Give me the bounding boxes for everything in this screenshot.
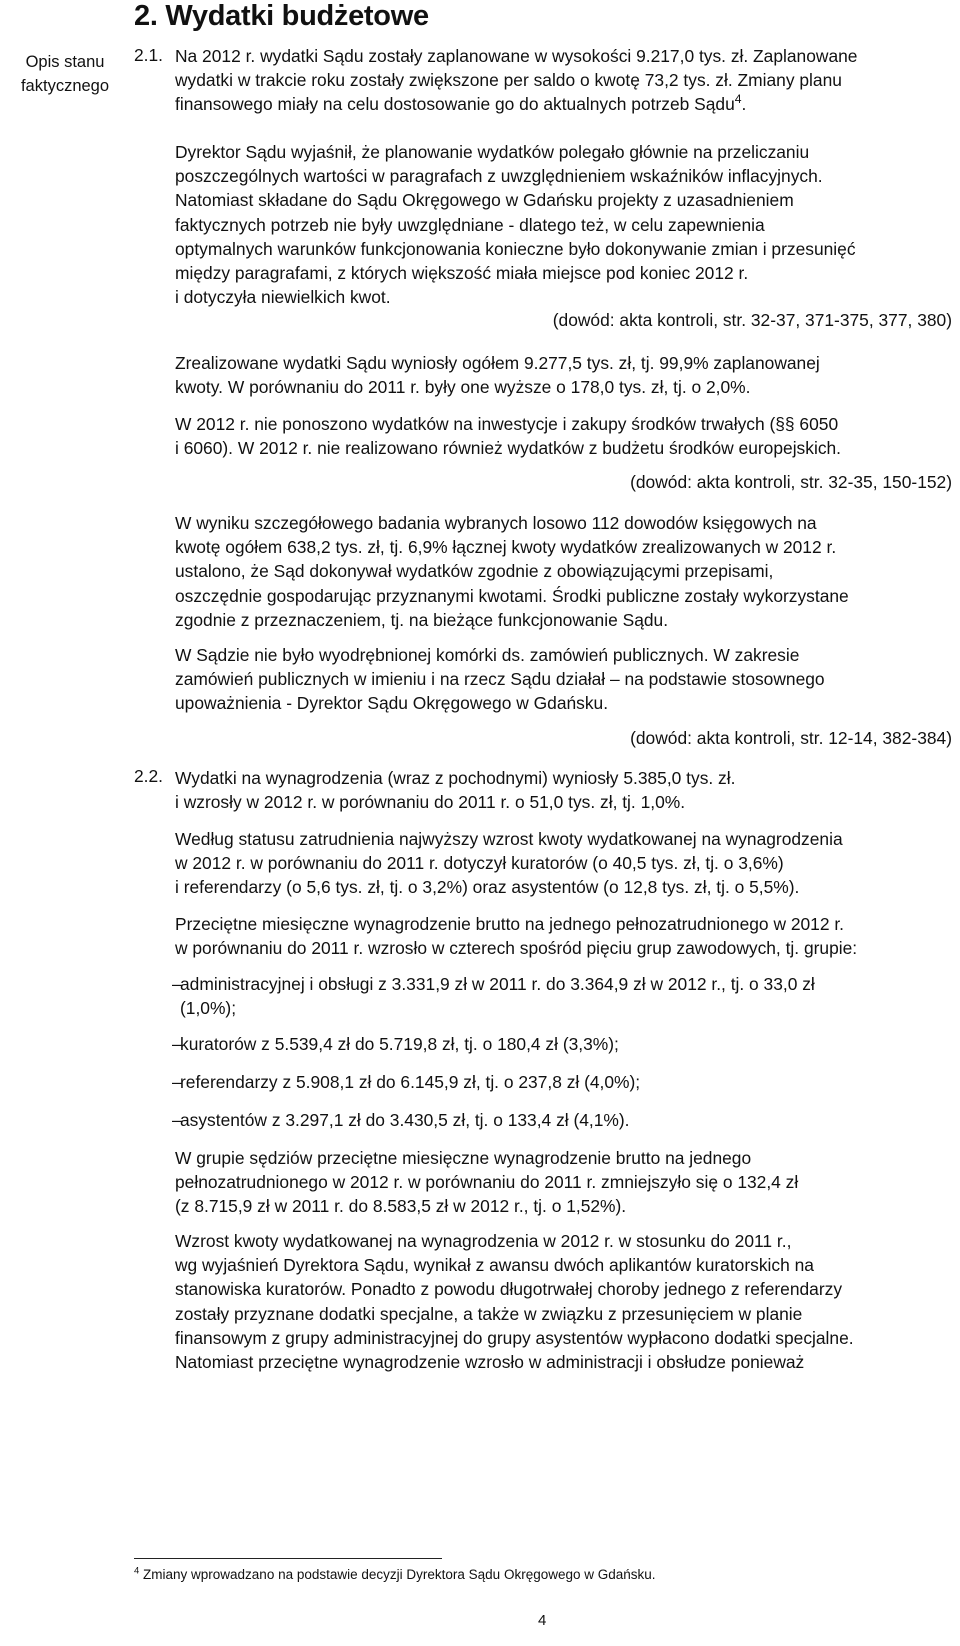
text-line: optymalnych warunków funkcjonowania konieczne było dokonywanie zmian i przesunięć [175, 238, 856, 259]
text-line: Dyrektor Sądu wyjaśnił, że planowanie wydatków polegało głównie na przeliczaniu [175, 142, 810, 162]
text-line: Wydatki na wynagrodzenia (wraz z pochodnymi) wyniosły 5.385,0 tys. zł. [175, 768, 736, 788]
text-line: Na 2012 r. wydatki Sądu zostały zaplanowane w wysokości 9.217,0 tys. zł. Zaplanowane [175, 46, 858, 66]
paragraph-plan [175, 44, 955, 117]
text-line: kwoty. W porównaniu do 2011 r. były one wyższe o 178,0 tys. zł, tj. o 2,0%. [175, 377, 751, 398]
evidence-reference: (dowód: akta kontroli, str. 12-14, 382-384) [630, 728, 952, 748]
text-line: Natomiast składane do Sądu Okręgowego w Gdańsku projekty z uzasadnieniem [175, 190, 794, 211]
paragraph-realized-expenses [175, 351, 955, 399]
text-line: Natomiast przeciętne wynagrodzenie wzrosło w administracji i obsłudze ponieważ [175, 1352, 805, 1373]
paragraph-salary-increase [175, 1229, 955, 1374]
text-line: i 6060). W 2012 r. nie realizowano również wydatków z budżetu środków europejskich. [175, 438, 842, 459]
list-item [172, 972, 955, 1021]
paragraph-detailed-review [175, 511, 955, 632]
text-line: zostały przyznane dodatki specjalne, a także w związku z przesunięciem w planie [175, 1303, 803, 1324]
evidence-reference: (dowód: akta kontroli, str. 32-35, 150-152) [630, 472, 952, 492]
text-line: zamówień publicznych w imieniu i na rzecz Sądu działał – na podstawie stosownego [175, 669, 825, 690]
footnote-text: Zmiany wprowadzano na podstawie decyzji Dyrektora Sądu Okręgowego w Gdańsku. [143, 1567, 656, 1582]
paragraph-employment-status [175, 827, 955, 900]
text-line: Zrealizowane wydatki Sądu wyniosły ogółem 9.277,5 tys. zł, tj. 99,9% zaplanowanej [175, 353, 820, 373]
paragraph-investments [175, 412, 955, 460]
evidence-reference: (dowód: akta kontroli, str. 32-37, 371-375, 377, 380) [552, 310, 952, 330]
text-line: oszczędnie gospodarując przyznanymi kwotami. Środki publiczne zostały wykorzystane [175, 585, 849, 606]
page-number: 4 [538, 1612, 547, 1629]
footnote-ref: 4 [734, 92, 742, 107]
dash-bullet: – [172, 974, 182, 994]
text-line: W 2012 r. nie ponoszono wydatków na inwestycje i zakupy środków trwałych (§§ 6050 [175, 414, 839, 434]
text-line: wg wyjaśnień Dyrektora Sądu, wynikał z awansu dwóch aplikantów kuratorskich na [175, 1255, 814, 1276]
text-line: i dotyczyła niewielkich kwot. [175, 287, 391, 308]
text-line: między paragrafami, z których większość miała miejsce pod koniec 2012 r. [175, 263, 749, 284]
text-line: referendarzy z 5.908,1 zł do 6.145,9 zł, tj. o 237,8 zł (4,0%); [180, 1072, 641, 1092]
paragraph-director-explanation [175, 140, 955, 309]
text-line: W wyniku szczegółowego badania wybranych losowo 112 dowodów księgowych na [175, 513, 817, 533]
text-line: (1,0%); [180, 998, 237, 1019]
text-segment: finansowego miały na celu dostosowanie go do aktualnych potrzeb Sądu [175, 94, 735, 115]
text-line: Wzrost kwoty wydatkowanej na wynagrodzenia w 2012 r. w stosunku do 2011 r., [175, 1231, 792, 1251]
text-line: finansowym z grupy administracyjnej do grupy asystentów wypłacono dodatki specjalne. [175, 1327, 854, 1348]
text-line: finansowego miały na celu dostosowanie go do aktualnych potrzeb Sądu$^4$. [175, 92, 747, 115]
text-line: w porównaniu do 2011 r. wzrosło w czterech spośród pięciu grup zawodowych, tj. grupie: [175, 938, 858, 959]
text-line: (z 8.715,9 zł w 2011 r. do 8.583,5 zł w 2012 r., tj. o 1,52%). [175, 1196, 627, 1217]
text-line: kwotę ogółem 638,2 tys. zł, tj. 6,9% łącznej kwoty wydatków zrealizowanych w 2012 r. [175, 537, 837, 558]
text-line: administracyjnej i obsługi z 3.331,9 zł w 2011 r. do 3.364,9 zł w 2012 r., tj. o 33,0 zł [180, 974, 815, 994]
text-line: i wzrosły w 2012 r. w porównaniu do 2011 r. o 51,0 tys. zł, tj. 1,0%. [175, 792, 686, 813]
dash-bullet: – [172, 1072, 182, 1092]
paragraph-average-salary [175, 912, 955, 960]
text-line: faktycznych potrzeb nie były uwzględniane - dlatego też, w celu zapewnienia [175, 214, 765, 235]
section-number-2-2: 2.2. [134, 766, 164, 786]
text-line: stanowiska kuratorów. Ponadto z powodu długotrwałej choroby jednego z referendarzy [175, 1279, 843, 1300]
text-line: ustalono, że Sąd dokonywał wydatków zgodnie z obowiązującymi przepisami, [175, 561, 774, 582]
text-line: Według statusu zatrudnienia najwyższy wzrost kwoty wydatkowanej na wynagrodzenia [175, 829, 843, 849]
footnote [134, 1567, 656, 1582]
text-line: upoważnienia - Dyrektor Sądu Okręgowego w Gdańsku. [175, 693, 609, 714]
list-item [172, 1108, 955, 1132]
text-line: poszczególnych wartości w paragrafach z uwzględnieniem wskaźników inflacyjnych. [175, 166, 823, 187]
section-number-2-1: 2.1. [134, 45, 164, 65]
paragraph-salaries [175, 766, 955, 814]
footnote-number: 4 [134, 1565, 140, 1577]
text-line: asystentów z 3.297,1 zł do 3.430,5 zł, tj. o 133,4 zł (4,1%). [180, 1110, 630, 1130]
dash-bullet: – [172, 1034, 182, 1054]
section-heading: 2. Wydatki budżetowe [134, 0, 429, 32]
paragraph-judges [175, 1146, 955, 1219]
text-line: zgodnie z przeznaczeniem, tj. na bieżące funkcjonowanie Sądu. [175, 609, 669, 630]
footnote-separator [134, 1558, 442, 1559]
text-line: pełnozatrudnionego w 2012 r. w porównaniu do 2011 r. zmniejszyło się o 132,4 zł [175, 1172, 799, 1193]
text-line: i referendarzy (o 5,6 tys. zł, tj. o 3,2%) oraz asystentów (o 12,8 tys. zł, tj. o 5,5%). [175, 877, 800, 898]
text-line: W Sądzie nie było wyodrębnionej komórki ds. zamówień publicznych. W zakresie [175, 645, 800, 665]
list-item [172, 1070, 955, 1094]
paragraph-public-procurement [175, 643, 955, 716]
dash-bullet: – [172, 1110, 182, 1130]
text-line: W grupie sędziów przeciętne miesięczne wynagrodzenie brutto na jednego [175, 1148, 752, 1168]
text-line: Przeciętne miesięczne wynagrodzenie brutto na jednego pełnozatrudnionego w 2012 r. [175, 914, 845, 934]
list-item [172, 1032, 955, 1056]
side-label: Opis stanu faktycznego [20, 53, 110, 95]
text-line: wydatki w trakcie roku zostały zwiększone per saldo o kwotę 73,2 tys. zł. Zmiany planu [175, 70, 842, 91]
text-line: w 2012 r. w porównaniu do 2011 r. dotyczył kuratorów (o 40,5 tys. zł, tj. o 3,6%) [175, 853, 784, 874]
text-line: kuratorów z 5.539,4 zł do 5.719,8 zł, tj. o 180,4 zł (3,3%); [180, 1034, 619, 1054]
